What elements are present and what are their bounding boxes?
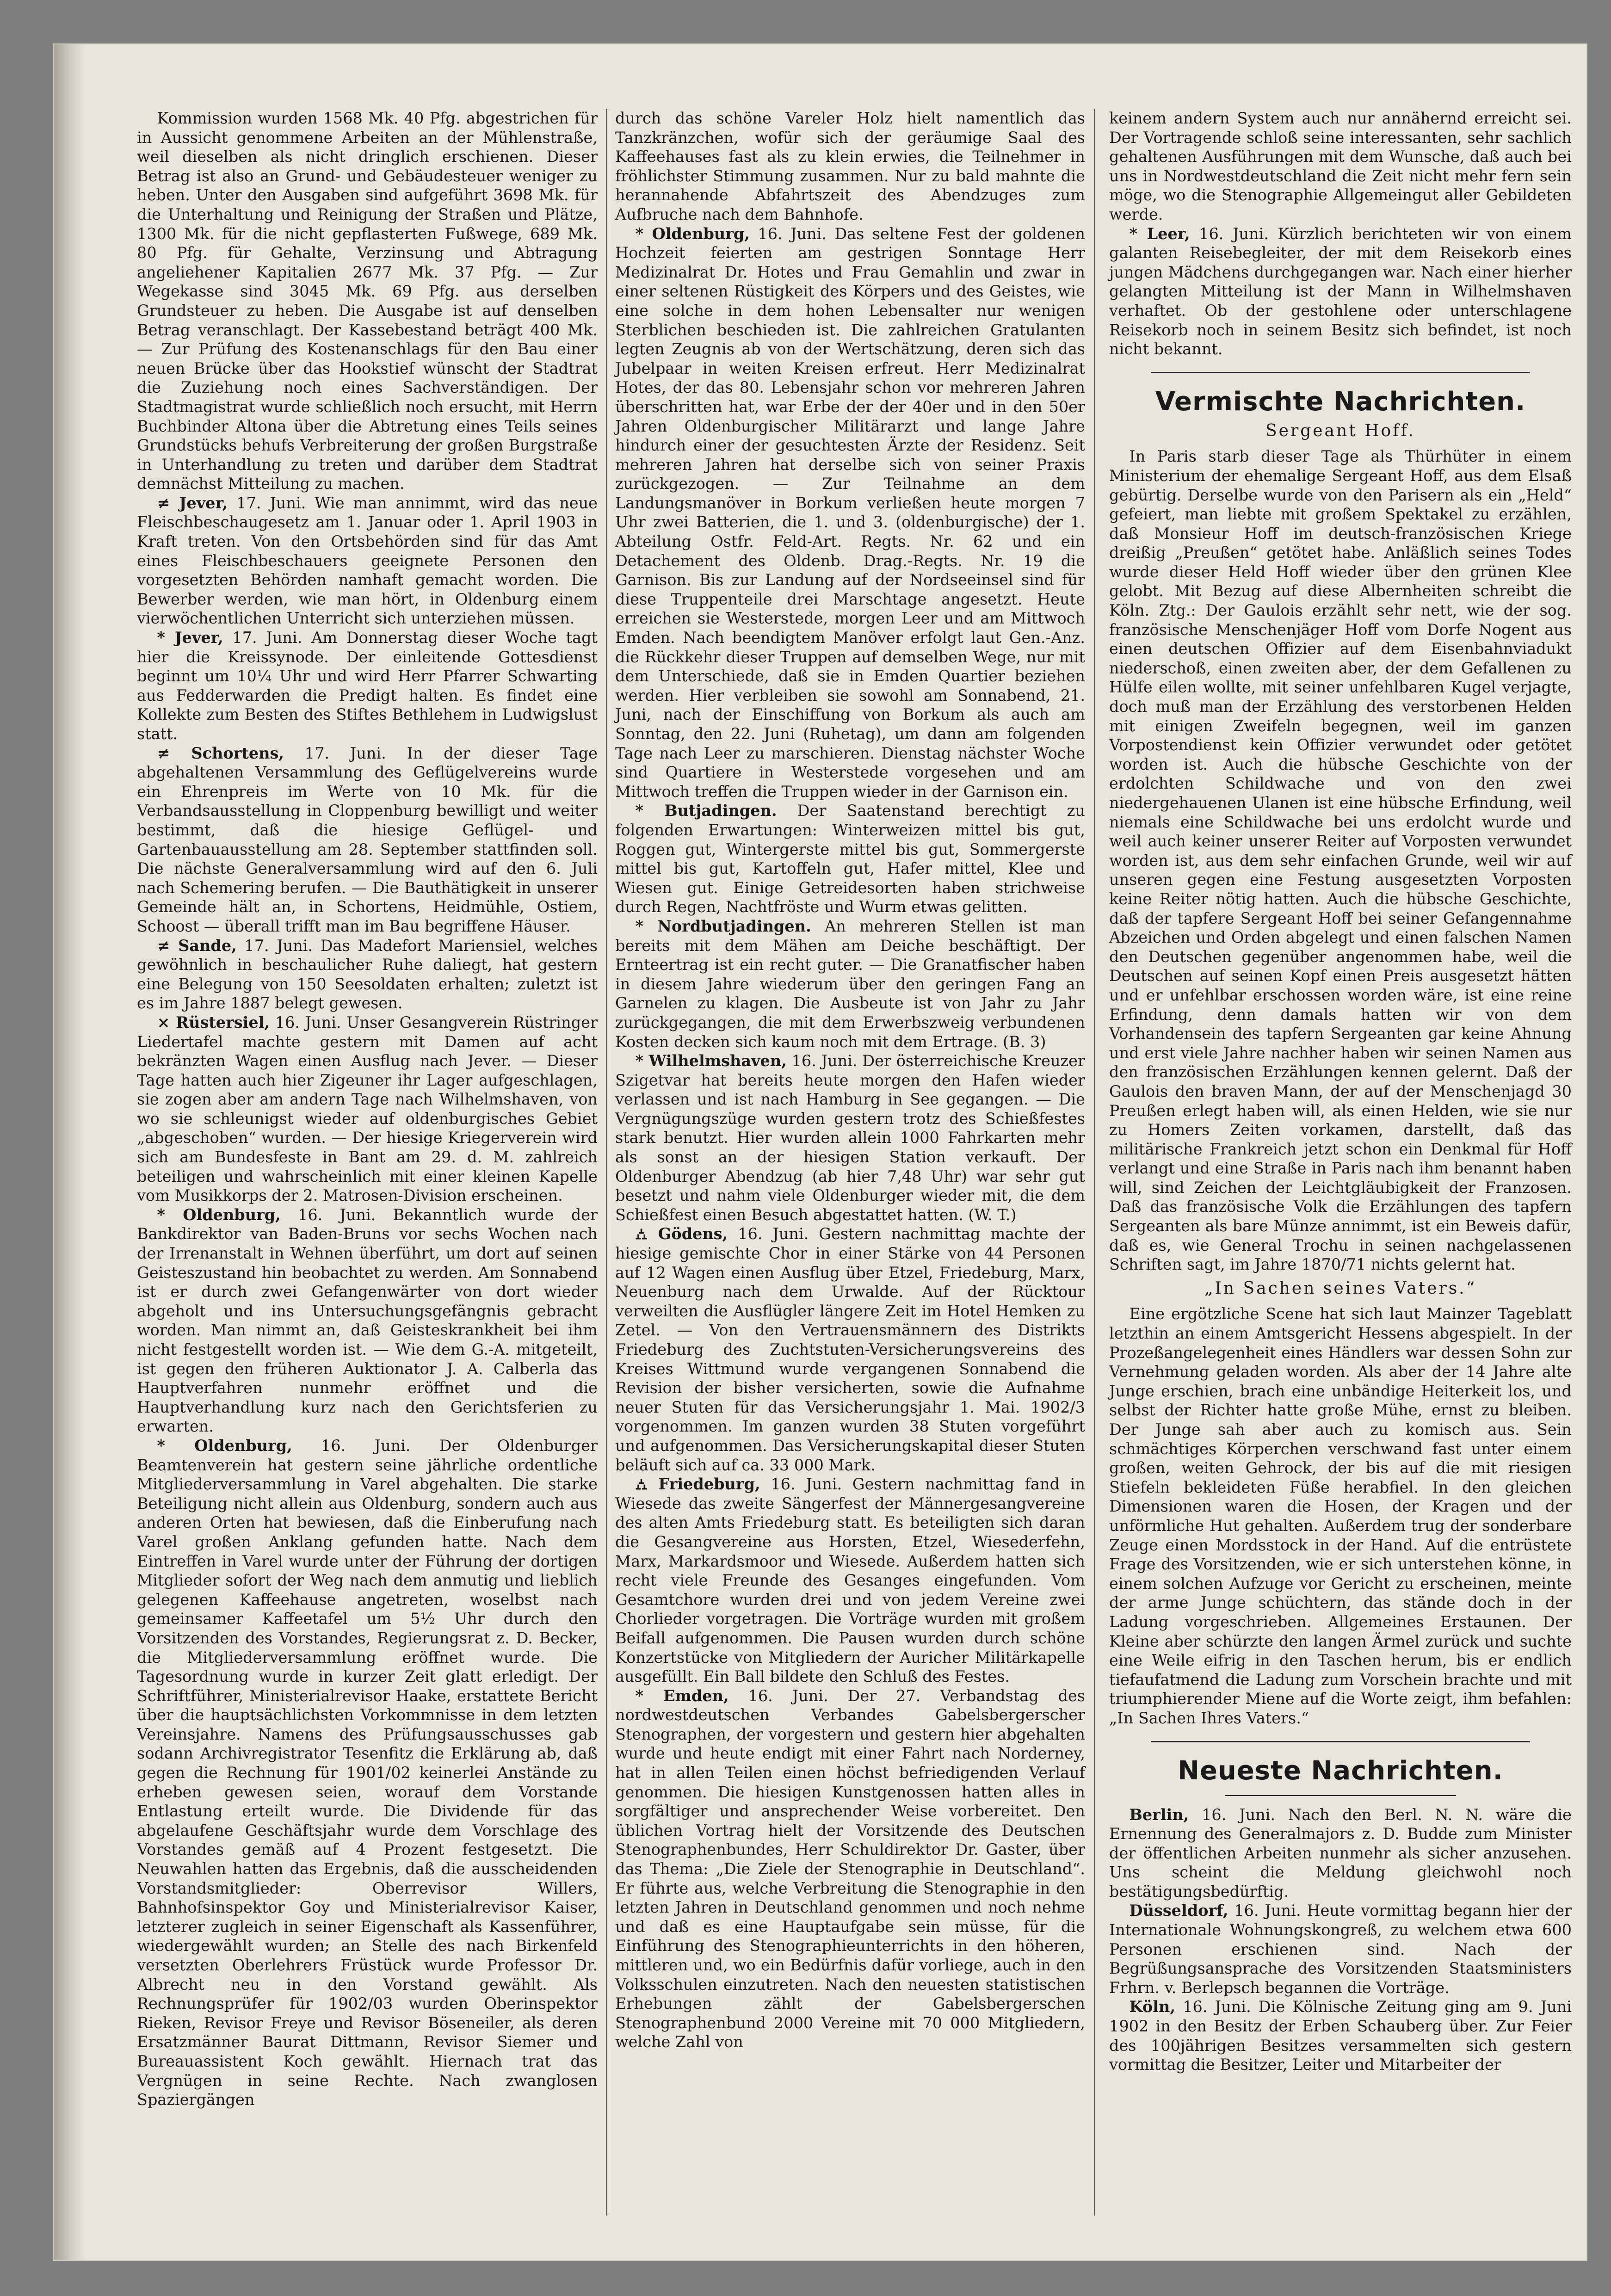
article-paragraph <box>615 1051 1085 1224</box>
article-paragraph <box>1109 1997 1572 2074</box>
dateline: * Oldenburg, <box>157 1436 292 1455</box>
dateline: * Butjadingen. <box>635 802 777 820</box>
article-paragraph <box>137 1013 598 1205</box>
article-paragraph <box>137 936 598 1013</box>
dateline: ⛼ Friedeburg, <box>635 1475 760 1494</box>
article-text: 16. Juni. Der 27. Verbandstag des nordwestdeutschen Verbandes Gabelsbergerscher Stenographen, der vorgestern und gestern hier abgehalten wurde und heute endigt mit einer Fahrt nach Norderney, hat in allen Teilen einen höchst befriedigenden Verlauf genommen. Die hiesigen Kunstgenossen hatten alles in sorgfältiger und ansprechender Weise vorbereitet. Den üblichen Vortrag hielt der Vorsitzende des Deutschen Stenographenbundes, Herr Schuldirektor Dr. Gaster, über das Thema: „Die Ziele der Stenographie in Deutschland“. Er führte aus, welche Verbreitung die Stenographie in den letzten Jahren in Deutschland genommen und noch nehme und daß es eine Hauptaufgabe sein müsse, für die Einführung des Stenographieunterrichts in den höheren, mittleren und, wo ein Bedürfnis dafür vorliege, auch in den Volksschulen einzutreten. Nach den neuesten statistischen Erhebungen zählt der Gabelsbergerschen Stenographenbund 2000 Vereine mit 70 000 Mitgliedern, welche Zahl von <box>615 1686 1085 2051</box>
article-text: 17. Juni. In der dieser Tage abgehaltenen Versammlung des Geflügelvereins wurde ein Ehrenpreis im Werte von 10 Mk. für die Verbandsausstellung in Cloppenburg bewilligt und weiter bestimmt, daß die hiesige Geflügel- und Gartenbauausstellung am 28. September stattfinden soll. Die nächste Generalversammlung wird auf den 6. Juli nach Schemering berufen. — Die Bauthätigkeit in unserer Gemeinde hält an, in Schortens, Heidmühle, Ostiem, Schoost — überall trifft man im Bau begriffene Häuser. <box>137 744 598 935</box>
article-text: 16. Juni. Das seltene Fest der goldenen Hochzeit feierten am gestrigen Sonntage Herr Medizinalrat Dr. Hotes und Frau Gemahlin und zwar in einer seltenen Rüstigkeit des Körpers und des Geistes, wie eine solche in dem hohen Lebensalter nur wenigen Sterblichen beschieden ist. Die zahlreichen Gratulanten legten Zeugnis ab von der Wertschätzung, deren sich das Jubelpaar in weiten Kreisen erfreut. Herr Medizinalrat Hotes, der das 80. Lebensjahr schon vor mehreren Jahren überschritten hat, war Erbe der der 40er und in den 50er Jahren Oldenburgischer Militärarzt und lange Jahre hindurch einer der gesuchtesten Ärzte der Residenz. Seit mehreren Jahren hat derselbe sich von seiner Praxis zurückgezogen. — Zur Teilnahme an dem Landungsmanöver in Borkum verließen heute morgen 7 Uhr zwei Batterien, die 1. und 3. (oldenburgische) der 1. Abteilung Ostfr. Feld-Art. Regts. Nr. 62 und ein Detachement des Oldenb. Drag.-Regts. Nr. 19 die Garnison. Bis zur Landung auf der Nordseeinsel sind für diese Truppenteile drei Marschtage angesetzt. Heute erreichen sie Westerstede, morgen Leer und am Mittwoch Emden. Nach beendigtem Manöver erfolgt laut Gen.-Anz. die Rückkehr dieser Truppen auf demselben Wege, nur mit dem Unterschiede, daß sie in Emden Quartier beziehen werden. Hier verbleiben sie sowohl am Sonnabend, 21. Juni, nach der Einschiffung von Borkum als auch am Sonntag, den 22. Juni (Ruhetag), um dann am folgenden Tage nach Leer zu marschieren. Dienstag nächster Woche sind Quartiere in Westerstede vorgesehen und am Mittwoch treffen die Truppen wieder in der Garnison ein. <box>615 224 1086 801</box>
article-text: Kommission wurden 1568 Mk. 40 Pfg. abgestrichen für in Aussicht genommene Arbeiten an der Mühlenstraße, weil dieselben als nicht dringlich erschienen. Dieser Betrag ist also an Grund- und Gebäudesteuer weniger zu heben. Unter den Ausgaben sind aufgeführt 3698 Mk. für die Unterhaltung und Reinigung der Straßen und Plätze, 1300 Mk. für die nicht gepflasterten Fußwege, 689 Mk. 80 Pfg. für Gehalte, Verzinsung und Abtragung angeliehener Kapitalien 2677 Mk. 37 Pfg. — Zur Wegekasse sind 3045 Mk. 69 Pfg. aus derselben Grundsteuer zu heben. Die Ausgabe ist auf denselben Betrag veranschlagt. Der Kassebestand beträgt 400 Mk. — Zur Prüfung des Kostenanschlags für den Bau einer neuen Brücke über das Hookstief wünscht der Stadtrat die Zuziehung noch eines Sachverständigen. Der Stadtmagistrat wurde schließlich noch ersucht, mit Herrn Buchbinder Altona über die Abtretung eines Teils seines Grundstücks behufs Verbreiterung der großen Burgstraße in Unterhandlung zu treten und darüber dem Stadtrat demnächst Mitteilung zu machen. <box>137 109 598 493</box>
section-heading-neueste: Neueste Nachrichten. <box>1178 1755 1503 1786</box>
dateline: * Emden, <box>635 1686 729 1705</box>
article-paragraph <box>615 917 1085 1051</box>
column-rule-2 <box>1094 109 1095 2216</box>
column-3 <box>1109 109 1572 2074</box>
article-paragraph <box>137 744 598 936</box>
section-divider <box>1151 1741 1530 1742</box>
article-paragraph <box>1109 1304 1572 1728</box>
dateline: Köln, <box>1129 1998 1176 2016</box>
article-paragraph <box>137 109 598 494</box>
section-divider <box>1151 372 1530 373</box>
page-binding-shadow <box>54 44 86 2260</box>
article-vater <box>1109 1304 1572 1728</box>
article-text: 17. Juni. Am Donnerstag dieser Woche tagt hier die Kreissynode. Der einleitende Gottesdienst beginnt um 10¼ Uhr und wird Herr Pfarrer Schwarting aus Fedderwarden die Predigt halten. Es findet eine Kollekte zum Besten des Stiftes Bethlehem in Ludwigslust statt. <box>137 629 598 743</box>
dateline: ≠ Jever, <box>157 494 228 512</box>
section-underline <box>1225 1795 1456 1796</box>
article-text: 16. Juni. Gestern nachmittag fand in Wiesede das zweite Sängerfest der Männergesangvereine des alten Amts Friedeburg statt. Es beteiligten sich daran die Gesangvereine aus Horsten, Etzel, Wiesederfehn, Marx, Markardsmoor und Wiesede. Außerdem hatten sich recht viele Freunde des Gesanges eingefunden. Vom Gesamtchore wurden drei und von jedem Vereine zwei Chorlieder vorgetragen. Die Vorträge wurden mit großem Beifall aufgenommen. Die Pausen wurden durch schöne Konzertstücke von Mitgliedern der Auricher Militärkapelle ausgefüllt. Ein Ball bildete den Schluß des Festes. <box>615 1475 1085 1686</box>
column-3-intro <box>1109 109 1572 359</box>
article-paragraph <box>137 1436 598 2110</box>
dateline: * Jever, <box>157 629 223 647</box>
dateline: ⛼ Gödens, <box>635 1225 728 1243</box>
dateline: Berlin, <box>1129 1805 1189 1824</box>
dateline: * Leer, <box>1129 224 1190 243</box>
article-subheading-vater: „In Sachen seines Vaters.“ <box>1204 1278 1477 1298</box>
article-paragraph <box>1109 447 1572 1274</box>
article-text: 16. Juni. Unser Gesangverein Rüstringer Liedertafel machte gestern mit Damen auf acht bekränzten Wagen einen Ausflug nach Jever. — Dieser Tage hatten auch hier Zigeuner ihr Lager aufgeschlagen, sie zogen aber am andern Tage nach Wilhelmshaven, von wo sie schleunigst wieder auf oldenburgisches Gebiet „abgeschoben“ wurden. — Der hiesige Kriegerverein wird sich am Bundesfeste in Bant am 29. d. M. zahlreich beteiligen und wahrscheinlich mit einer kleinen Kapelle vom Musikkorps der 2. Matrosen-Division erscheinen. <box>137 1013 598 1205</box>
article-text: An mehreren Stellen ist man bereits mit dem Mähen am Deiche beschäftigt. Der Ernteertrag ist ein recht guter. — Die Granatfischer haben in diesem Jahre wiederum über den geringen Fang an Garnelen zu klagen. Die Ausbeute ist von Jahr zu Jahr zurückgegangen, die mit dem Erwerbszweig verbundenen Kosten decken sich kaum noch mit dem Ertrage. (B. 3) <box>615 917 1085 1051</box>
article-paragraph <box>1109 1805 1572 1901</box>
column-rule-1 <box>606 109 607 2216</box>
dateline: ⨯ Rüstersiel, <box>157 1013 270 1031</box>
article-text: 17. Juni. Das Madefort Mariensiel, welches gewöhnlich in beschaulicher Ruhe daliegt, hat gestern eine Belegung von 150 Seesoldaten erhalten; zuletzt ist es im Jahre 1887 belegt gewesen. <box>137 936 598 1012</box>
article-subheading-hoff: Sergeant Hoff. <box>1265 421 1415 440</box>
dateline: ≠ Sande, <box>157 936 237 955</box>
article-text: In Paris starb dieser Tage als Thürhüter in einem Ministerium der ehemalige Sergeant Hoff, aus dem Elsaß gebürtig. Derselbe wurde von den Parisern als ein „Held“ gefeiert, man liebte mit großem Spektakel zu erzählen, daß Monsieur Hoff im deutsch-französischen Kriege dreißig „Preußen“ getötet habe. Anläßlich seines Todes wurde dieser Held Hoff wieder über den grünen Klee gelobt. Mit Bezug auf diese Albernheiten schreibt die Köln. Ztg.: Der Gaulois erzählt sehr nett, wie der sog. französische Menschenjäger Hoff vom Dorfe Nogent aus einen deutschen Offizier auf dem Eisenbahnviadukt niederschoß, einen zweiten aber, der dem Gefallenen zu Hülfe eilen wollte, mit seiner unfehlbaren Kugel verjagte, doch muß man der Erzählung des verstorbenen Helden mit einigen Zweifeln begegnen, weil im ganzen Vorpostendienst kein Offizier verwundet oder getötet worden ist. Auch die hübsche Geschichte von der erdolchten Schildwache und von den zwei niedergehauenen Ulanen ist eine hübsche Erfindung, weil niemals eine Schildwache bei uns erdolcht wurde und weil auch keiner unserer Reiter auf Vorposten verwundet worden ist, aus dem sehr einfachen Grunde, weil wir auf unseren gegen eine Festung ausgesetzten Vorposten keine Reiter nötig hatten. Auch die hübsche Geschichte, daß der tapfere Sergeant Hoff bei seiner Gefangennahme Abzeichen und Orden abgelegt und einen falschen Namen den Deutschen gegenüber angenommen habe, weil die Deutschen auf seinen Kopf einen Preis ausgesetzt hätten und er unfehlbar erschossen worden wäre, ist eine reine Erfindung, denn damals hatten wir von dem Vorhandensein des tapfern Sergeanten gar keine Ahnung und erst viele Jahre nachher haben wir seinen Namen aus den französischen Erzählungen kennen gelernt. Daß der Gaulois den braven Mann, der auf der Menschenjagd 30 Preußen erlegt haben will, als einen Helden, wie sie nur zu Homers Zeiten vorkamen, darstellt, daß das militärische Frankreich jetzt schon ein Denkmal für Hoff verlangt und eine Straße in Paris nach ihm benannt haben will, sind Zeichen der Leichtgläubigkeit der Franzosen. Daß das französische Volk die Erzählungen des tapfern Sergeanten als bare Münze annimmt, ist ein Beweis dafür, daß es, wie General Trochu in seinen nachgelassenen Schriften sagt, im Jahre 1870/71 nichts gelernt hat. <box>1109 447 1572 1274</box>
article-text: keinem andern System auch nur annähernd erreicht sei. Der Vortragende schloß seine interessanten, sehr sachlich gehaltenen Ausführungen mit dem Wunsche, daß auch bei uns in Nordwestdeutschland die Zeit nicht mehr fern sein möge, wo die Stenographie Allgemeingut aller Gebildeten werde. <box>1109 109 1572 223</box>
article-paragraph <box>137 1205 598 1436</box>
article-paragraph <box>615 801 1085 917</box>
dateline: * Nordbutjadingen. <box>635 917 811 935</box>
article-text: 16. Juni. Nach den Berl. N. N. wäre die Ernennung des Generalmajors z. D. Budde zum Minister der öffentlichen Arbeiten nunmehr als sicher anzusehen. Uns scheint die Meldung gleichwohl noch bestätigungsbedürftig. <box>1109 1805 1572 1901</box>
article-paragraph <box>137 494 598 628</box>
article-text: 16. Juni. Der Oldenburger Beamtenverein hat gestern seine jährliche ordentliche Mitgliederversammlung in Varel abgehalten. Die starke Beteiligung nicht allein aus Oldenburg, sondern auch aus anderen Orten hat bewiesen, daß die Einberufung nach Varel großen Anklang gefunden hatte. Nach dem Eintreffen in Varel wurde unter der Führung der dortigen Mitglieder sofort der Weg nach dem anmutig und lieblich gelegenen Kaffeehause angetreten, woselbst nach gemeinsamer Kaffeetafel um 5½ Uhr durch den Vorsitzenden des Vorstandes, Regierungsrat z. D. Becker, die Mitgliederversammlung eröffnet wurde. Die Tagesordnung wurde in kurzer Zeit glatt erledigt. Der Schriftführer, Ministerialrevisor Haake, erstattete Bericht über die hauptsächlichsten Vorkommnisse in dem letzten Vereinsjahre. Namens des Prüfungsausschusses gab sodann Archivregistrator Tesenfitz die Erklärung ab, daß gegen die Rechnung für 1901/02 keinerlei Anstände zu erheben gewesen seien, worauf dem Vorstande Entlastung erteilt wurde. Die Dividende für das abgelaufene Geschäftsjahr wurde dem Vorschlage des Vorstandes gemäß auf 4 Prozent festgesetzt. Die Neuwahlen hatten das Ergebnis, daß die ausscheidenden Vorstandsmitglieder: Oberrevisor Willers, Bahnhofsinspektor Goy und Ministerialrevisor Kaiser, letzterer zugleich in seiner Eigenschaft als Kassenführer, wiedergewählt wurden; an Stelle des nach Birkenfeld versetzten Oberlehrers Früstück wurde Professor Dr. Albrecht neu in den Vorstand gewählt. Als Rechnungsprüfer für 1902/03 wurden Oberinspektor Rieken, Revisor Freye und Revisor Böseneiler, als deren Ersatzmänner Baurat Dittmann, Revisor Siemer und Bureauassistent Koch gewählt. Hiernach trat das Vergnügen in seine Rechte. Nach zwanglosen Spaziergängen <box>137 1436 598 2109</box>
dateline: * Wilhelmshaven, <box>635 1052 787 1070</box>
article-text: 16. Juni. Der österreichische Kreuzer Szigetvar hat bereits heute morgen den Hafen wieder verlassen und ist nach Hamburg in See gegangen. — Die Vergnügungszüge wurden gestern trotz des Schießfestes stark benutzt. Hier wurden allein 1000 Fahrkarten mehr als sonst an der hiesigen Station verkauft. Der Oldenburger Abendzug (ab hier 7,48 Uhr) war sehr gut besetzt und nahm viele Oldenburger wieder mit, die dem Schießfest einen Besuch abgestattet hatten. (W. T.) <box>615 1052 1086 1224</box>
article-paragraph <box>1109 109 1572 224</box>
article-text: 16. Juni. Bekanntlich wurde der Bankdirektor van Baden-Bruns vor sechs Wochen nach der Irrenanstalt in Wehnen überführt, um dort auf seinen Geisteszustand hin beobachtet zu werden. Am Sonnabend ist er durch zwei Gefangenwärter von dort wieder abgeholt und ins Untersuchungsgefängnis gebracht worden. Man nimmt an, daß Geisteskrankheit bei ihm nicht festgestellt worden ist. — Wie dem G.-A. mitgeteilt, ist gegen den früheren Auktionator J. A. Calberla das Hauptverfahren nunmehr eröffnet und die Hauptverhandlung kurz nach den Gerichtsferien zu erwarten. <box>137 1205 598 1436</box>
dateline: Düsseldorf, <box>1129 1901 1228 1920</box>
article-paragraph <box>615 1224 1085 1475</box>
article-paragraph <box>137 628 598 744</box>
article-text: durch das schöne Vareler Holz hielt namentlich das Tanzkränzchen, wofür sich der geräumige Saal des Kaffeehauses fast als zu klein erwies, die Teilnehmer in fröhlichster Stimmung zusammen. Nur zu bald mahnte die herannahende Abfahrtszeit des Abendzuges zum Aufbruche nach dem Bahnhofe. <box>615 109 1085 223</box>
article-text: 16. Juni. Kürzlich berichteten wir von einem galanten Reisebegleiter, der mit dem Reisekorb eines jungen Mädchens durchgegangen war. Nach einer hierher gelangten Mitteilung ist der Mann in Wilhelmshaven verhaftet. Ob der gestohlene oder unterschlagene Reisekorb noch in seinem Besitz sich befindet, ist noch nicht bekannt. <box>1109 224 1572 358</box>
article-paragraph <box>615 109 1085 224</box>
article-hoff <box>1109 447 1572 1274</box>
section-heading-vermischte: Vermischte Nachrichten. <box>1155 386 1526 417</box>
article-text: 16. Juni. Die Kölnische Zeitung ging am 9. Juni 1902 in den Besitz der Erben Schauberg über. Zur Feier des 100jährigen Besitzes versammelten sich gestern vormittag die Besitzer, Leiter und Mitarbeiter der <box>1109 1998 1572 2074</box>
news-items <box>1109 1805 1572 2074</box>
column-1 <box>137 109 598 2110</box>
article-text: 17. Juni. Wie man annimmt, wird das neue Fleischbeschaugesetz am 1. Januar oder 1. April 1903 in Kraft treten. Von den Ortsbehörden sind für das Amt eines Fleischbeschauers geeignete Personen den vorgesetzten Behörden namhaft gemacht worden. Die Bewerber werden, wie man hört, in Oldenburg einem vierwöchentlichen Unterricht sich unterziehen müssen. <box>137 494 598 628</box>
article-paragraph <box>615 1475 1085 1686</box>
article-text: Eine ergötzliche Scene hat sich laut Mainzer Tageblatt letzthin an einem Amtsgericht Hessens abgespielt. In der Prozeßangelegenheit eines Händlers war dessen Sohn zur Vernehmung geladen worden. Als aber der 14 Jahre alte Junge erschien, brach eine unbändige Heiterkeit los, und selbst der Richter hatte große Mühe, ernst zu bleiben. Der Junge sah aber auch zu komisch aus. Sein schmächtiges Körperchen verschwand fast unter einem großen, weiten Gehrock, der bis auf die mit riesigen Stiefeln bekleideten Füße herabfiel. In den gleichen Dimensionen waren die Hosen, der Kragen und der unförmliche Hut gehalten. Außerdem trug der sonderbare Zeuge einen Mordsstock in der Hand. Auf die entrüstete Frage des Vorsitzenden, wie er sich unterstehen könne, in einem solchen Aufzuge vor Gericht zu erscheinen, meinte der arme Junge schüchtern, das stände doch in der Ladung vorgeschrieben. Allgemeines Erstaunen. Der Kleine aber schürzte den langen Ärmel zurück und suchte eine Weile eifrig in den Taschen herum, bis er endlich tiefaufatmend die Ladung zum Vorschein brachte und mit triumphierender Miene auf die Worte zeigt, ihm befahlen: „In Sachen Ihres Vaters.“ <box>1109 1305 1572 1727</box>
column-2 <box>615 109 1085 2052</box>
article-text: 16. Juni. Heute vormittag begann hier der Internationale Wohnungskongreß, zu welchem etwa 600 Personen erschienen sind. Nach der Begrüßungsansprache des Vorsitzenden Staatsministers Frhrn. v. Berlepsch begannen die Vorträge. <box>1109 1901 1572 1997</box>
article-text: Der Saatenstand berechtigt zu folgenden Erwartungen: Winterweizen mittel bis gut, Roggen gut, Wintergerste mittel bis gut, Sommergerste mittel bis gut, Kartoffeln gut, Hafer mittel, Klee und Wiesen gut. Einige Getreidesorten haben strichweise durch Regen, Nachtfröste und Wurm etwas gelitten. <box>615 802 1085 916</box>
article-paragraph <box>615 1686 1085 2052</box>
dateline: ≠ Schortens, <box>157 744 284 762</box>
article-paragraph <box>1109 224 1572 359</box>
article-text: 16. Juni. Gestern nachmittag machte der hiesige gemischte Chor in einer Stärke von 44 Personen auf 12 Wagen einen Ausflug über Etzel, Friedeburg, Marx, Neuenburg nach dem Urwalde. Auf der Rücktour verweilten die Ausflügler längere Zeit im Hotel Hemken zu Zetel. — Von den Vertrauensmännern des Distrikts Friedeburg des Zuchtstuten-Versicherungsvereins des Kreises Wittmund wurde vergangenen Sonnabend die Revision der bisher versicherten, sowie die Aufnahme neuer Stuten für das Versicherungsjahr 1. Mai. 1902/3 vorgenommen. Im ganzen wurden 38 Stuten vorgeführt und aufgenommen. Das Versicherungskapital dieser Stuten beläuft sich auf ca. 33 000 Mark. <box>615 1225 1085 1474</box>
dateline: * Oldenburg, <box>157 1205 281 1224</box>
article-paragraph <box>615 224 1085 802</box>
article-paragraph <box>1109 1901 1572 1997</box>
dateline: * Oldenburg, <box>635 224 750 243</box>
